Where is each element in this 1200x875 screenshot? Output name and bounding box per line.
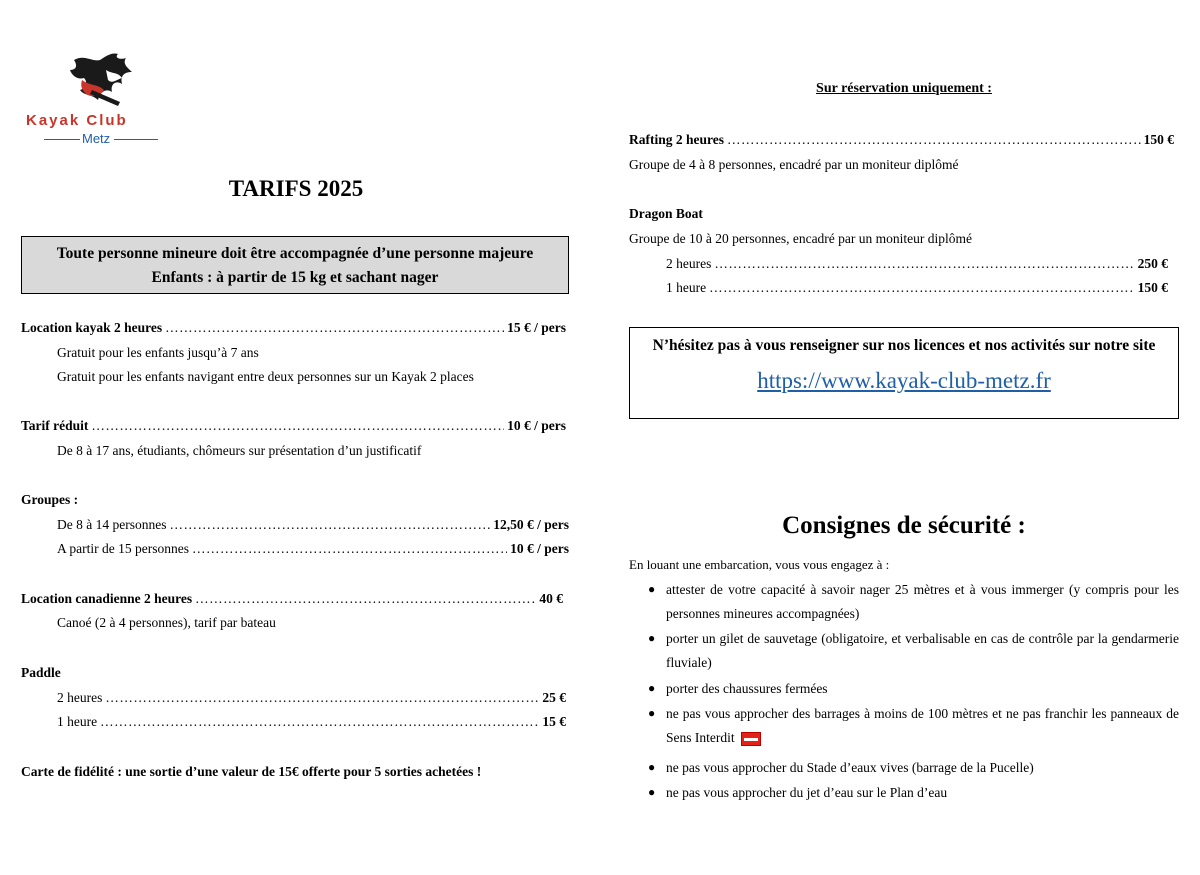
price-row-rafting <box>629 132 1174 148</box>
reservation-heading: Sur réservation uniquement : <box>816 81 992 96</box>
price-row-dragon-2 <box>666 280 1168 296</box>
safety-heading: Consignes de sécurité : <box>782 512 1026 539</box>
dragon-logo-icon <box>62 50 142 112</box>
rafting-label: Rafting 2 heures <box>629 132 725 147</box>
price-row-paddle-1 <box>57 690 566 706</box>
dot-leader <box>100 714 539 730</box>
price-row-groupes-2 <box>57 541 569 557</box>
dot-leader <box>169 517 490 533</box>
canadienne-note: Canoé (2 à 4 personnes), tarif par bateau <box>57 615 276 630</box>
no-entry-sign-icon <box>741 732 761 746</box>
page-title: TARIFS 2025 <box>228 176 364 201</box>
dragon-boat-note: Groupe de 10 à 20 personnes, encadré par un moniteur diplômé <box>629 231 973 246</box>
dragon-row1-price: 250 € <box>1137 256 1168 271</box>
dot-leader <box>709 280 1135 296</box>
age-notice-box <box>21 236 569 294</box>
safety-intro: En louant une embarcation, vous vous engagez à : <box>629 557 890 572</box>
logo-text-kayak: Kayak <box>26 112 81 129</box>
notice-line-2: Enfants : à partir de 15 kg et sachant nager <box>151 269 439 286</box>
paddle-row1-label: 2 heures <box>57 690 103 705</box>
groupes-row2-price: 10 € / pers <box>510 541 569 556</box>
paddle-heading: Paddle <box>21 665 61 680</box>
dragon-row1-label: 2 heures <box>666 256 712 271</box>
website-link[interactable]: https://www.kayak-club-metz.fr <box>757 368 1051 393</box>
kayak-price: 15 € / pers <box>507 320 566 335</box>
disc-bullet-icon: ● <box>648 760 656 774</box>
dragon-row2-label: 1 heure <box>666 280 707 295</box>
website-info-box <box>629 327 1179 419</box>
reduit-price: 10 € / pers <box>507 418 566 433</box>
logo-text-city: Metz <box>82 131 111 146</box>
reduit-label: Tarif réduit <box>21 418 89 433</box>
dot-leader <box>727 132 1141 148</box>
rafting-note: Groupe de 4 à 8 personnes, encadré par un moniteur diplômé <box>629 157 959 172</box>
club-logo <box>22 50 187 150</box>
dot-leader <box>714 256 1134 272</box>
price-row-paddle-2 <box>57 714 566 730</box>
fidelity-card-text: Carte de fidélité : une sortie d’une valeur de 15€ offerte pour 5 sorties achetées ! <box>21 764 482 779</box>
paddle-row1-price: 25 € <box>542 690 566 705</box>
groupes-row1-label: De 8 à 14 personnes <box>57 517 167 532</box>
groupes-row2-label: A partir de 15 personnes <box>57 541 189 556</box>
notice-line-1: Toute personne mineure doit être accompagnée d’une personne majeure <box>56 245 534 262</box>
price-row-reduit <box>21 418 566 434</box>
canadienne-label: Location canadienne 2 heures <box>21 591 193 606</box>
website-info-text: N’hésitez pas à vous renseigner sur nos licences et nos activités sur notre site <box>652 337 1156 354</box>
disc-bullet-icon: ● <box>648 785 656 799</box>
dot-leader <box>91 418 504 434</box>
canadienne-price: 40 € <box>539 591 563 606</box>
safety-item-4-text: ne pas vous approcher des barrages à moins de 100 mètres et ne pas franchir les panneaux de Sens Interdit <box>666 706 1179 745</box>
safety-item-3: porter des chaussures fermées <box>666 681 828 696</box>
price-row-groupes-1 <box>57 517 569 533</box>
disc-bullet-icon: ● <box>648 582 656 596</box>
logo-underline-right <box>114 139 158 140</box>
dot-leader <box>192 541 507 557</box>
disc-bullet-icon: ● <box>648 631 656 645</box>
safety-item-2: porter un gilet de sauvetage (obligatoire, et verbalisable en cas de contrôle par la gendarmerie fluviale) <box>666 631 1179 670</box>
safety-item-5: ne pas vous approcher du Stade d’eaux vives (barrage de la Pucelle) <box>666 760 1034 775</box>
paddle-row2-price: 15 € <box>542 714 566 729</box>
kayak-note-1: Gratuit pour les enfants jusqu’à 7 ans <box>57 345 259 360</box>
dragon-boat-heading: Dragon Boat <box>629 206 703 221</box>
logo-underline-left <box>44 139 80 140</box>
groupes-row1-price: 12,50 € / pers <box>493 517 569 532</box>
reduit-note: De 8 à 17 ans, étudiants, chômeurs sur présentation d’un justificatif <box>57 443 422 458</box>
kayak-label: Location kayak 2 heures <box>21 320 163 335</box>
dot-leader <box>195 591 536 607</box>
safety-item-6: ne pas vous approcher du jet d’eau sur le Plan d’eau <box>666 785 948 800</box>
paddle-row2-label: 1 heure <box>57 714 98 729</box>
price-row-canadienne <box>21 591 563 607</box>
safety-item-1: attester de votre capacité à savoir nager 25 mètres et à vous immerger (y compris pour les personnes mineures accompagnées) <box>666 582 1179 621</box>
safety-item-4 <box>666 702 1179 750</box>
price-row-kayak <box>21 320 566 336</box>
price-row-dragon-1 <box>666 256 1168 272</box>
disc-bullet-icon: ● <box>648 681 656 695</box>
groupes-heading: Groupes : <box>21 492 79 507</box>
disc-bullet-icon: ● <box>648 706 656 720</box>
dot-leader <box>165 320 504 336</box>
dragon-row2-price: 150 € <box>1137 280 1168 295</box>
rafting-price: 150 € <box>1143 132 1174 147</box>
dot-leader <box>105 690 539 706</box>
kayak-note-2: Gratuit pour les enfants navigant entre deux personnes sur un Kayak 2 places <box>57 369 474 384</box>
logo-text-club: Club <box>86 112 128 129</box>
